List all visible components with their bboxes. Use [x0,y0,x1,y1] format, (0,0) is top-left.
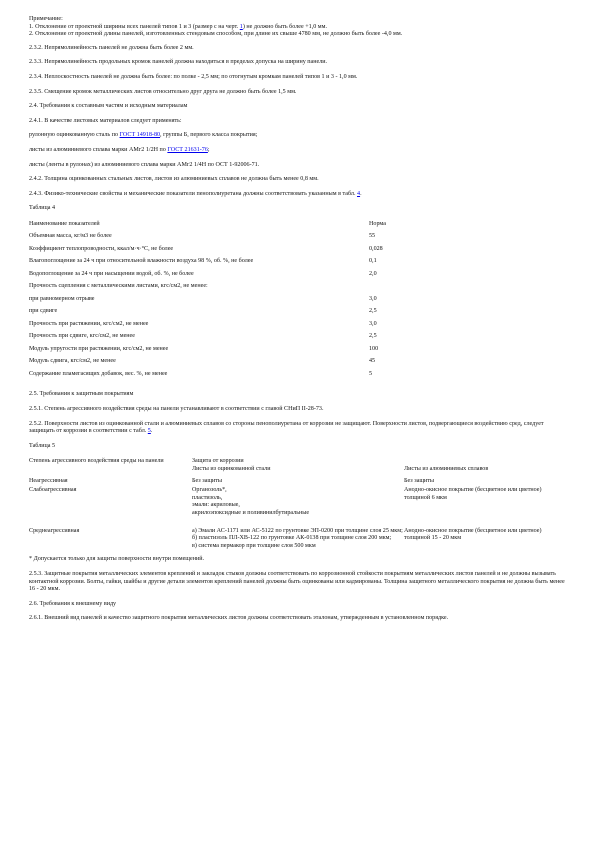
table-cell: Без защиты [192,477,223,484]
figure-1-link[interactable]: 1 [239,23,243,30]
table-cell: Коэффициент теплопроводности, ккал/м·ч·°С, не более [29,245,174,252]
note-block [29,16,567,39]
clause-2-3-2: 2.3.2. Непрямолинейность панелей не должна быть более 2 мм. [29,44,194,51]
section-heading-2-5: 2.5. Требования к защитным покрытиям [29,391,134,398]
table-cell: 3,0 [369,295,377,302]
table-row [29,321,389,334]
clause-2-5-2-text: 2.5.2. Поверхности листов из оцинкованной стали и алюминиевых сплавов со стороны пенополиуретана от коррозии не защищают. Поверхности листов, подвергающиеся воздействию сред, следует защищать от коррозии в соответствии с табл. [29,420,544,435]
table-row [29,358,389,371]
note-title: Примечание: [29,16,63,22]
table-row [29,271,389,284]
clause-2-5-2 [29,421,567,436]
section-heading-2-6: 2.6. Требования к внешнему виду [29,600,117,607]
material-aluminium-roll: листы (ленты в рулонах) из алюминиевого сплава марки АМг2 1/4Н по ОСТ 1-92006-71. [29,161,260,168]
material-aluminium-tail: ; [207,146,210,153]
clause-2-3-5: 2.3.5. Смещение кромок металлических листов относительно друг друга не должно быть более 1,5 мм. [29,88,297,95]
table-row [29,258,389,271]
table-cell: Модуль упругости при растяжении, кгс/см2, не менее [29,345,169,352]
table-cell: Содержание пламегасящих добавок, вес. %, не менее [29,370,168,377]
table-cell: 0,1 [369,258,377,265]
clause-2-5-2-tail: . [150,428,153,435]
table-cell: 55 [369,233,376,240]
table-row [29,518,569,551]
table-cell: Слабоагрессивная [29,487,77,494]
material-steel-tail: , группы Б, первого класса покрытия; [160,132,258,139]
table-row [29,296,389,309]
table-cell: 2,5 [369,333,377,340]
table-row [29,371,389,384]
table-cell: Анодно-окисное покрытие (бесцветное или цветное) толщиной 15 - 20 мкм [404,527,542,542]
clause-2-4-3-tail: . [360,190,362,197]
table-row [29,346,389,359]
gost-21631-link[interactable]: ГОСТ 21631-76 [167,146,208,153]
table-cell: Модуль сдвига, кгс/см2, не менее [29,358,116,365]
clause-2-5-3: 2.5.3. Защитные покрытия металлических элементов креплений и закладок стыков должны соответствовать по коррозионной стойкости покрытиям металлических листов панелей и не должны вызывать контактной коррозии. Болты, гайки, шайбы и другие детали элементов креплений панелей должны быть оцинкованы или кадмированы. Толщина защитного металлического покрытия не должна быть менее 16 - 20 мкм. [29,570,565,593]
table-header-cell: Степень агрессивного воздействия среды на панели [29,458,164,465]
table-cell: при равномерном отрыве [29,295,95,302]
table-row [29,308,389,321]
table-header-cell: Защита от коррозии [192,458,244,465]
clause-2-4-3 [29,191,567,199]
table-cell: Водопоглощение за 24 ч при насыщении водой, об. %, не более [29,270,194,277]
table-cell: 5 [369,370,373,377]
cell-line: б) пластизоль ПЛ-ХВ-122 по грунтовке АК-0138 при толщине слоя 200 мкм; [192,535,392,542]
cell-line: эмали: акриловые, [192,502,240,509]
clause-2-6-1: 2.6.1. Внешний вид панелей и качество защитного покрытия металлических листов должны соответствовать эталонам, утвержденным в установленном порядке. [29,615,449,622]
table-4-caption: Таблица 4 [29,205,56,212]
table-row [29,283,389,296]
cell-line: Органозоль*, [192,487,227,494]
clause-2-3-3: 2.3.3. Непрямолинейность продольных кромок панелей должна находиться в пределах допуска на ширину панели. [29,59,328,66]
table-row [29,246,389,259]
clause-2-4-1: 2.4.1. В качестве листовых материалов следует применять: [29,117,182,124]
table-cell: 0,028 [369,245,383,252]
table-4-link[interactable]: 4 [357,190,361,197]
table-header-row [29,458,569,466]
table-header-row [29,221,389,234]
cell-line: пластизоль, [192,494,223,501]
table-cell: 45 [369,358,376,365]
table-cell: Неагрессивная [29,477,68,484]
clause-2-3-4: 2.3.4. Неплоскостность панелей не должна быть более: по полке - 2,5 мм; по отогнутым кромкам панелей типов 1 и 3 - 1,0 мм. [29,73,358,80]
table-4 [29,221,389,384]
gost-14918-link[interactable]: ГОСТ 14918-80 [119,132,161,139]
table-cell: Без защиты [404,477,435,484]
table-cell: Прочность сцепления с металлическими листами, кгс/см2, не менее: [29,283,208,290]
table-header-cell: Листы из оцинкованной стали [192,465,271,472]
table-cell: 2,5 [369,308,377,315]
table-cell: Среднеагрессивная [29,527,80,534]
table-header-cell: Норма [369,220,386,227]
section-heading-2-4: 2.4. Требования к составным частям и исходным материалам [29,103,188,110]
table-cell: Прочность при сдвиге, кгс/см2, не менее [29,333,135,340]
table-row [29,333,389,346]
note-line-2: 2. Отклонение от проектной длины панелей, изготовленных стендовым способом, при длине их свыше 4780 мм, не должно быть более -4,0 мм. [29,31,403,38]
cell-line: а) Эмали АС-1171 или АС-5122 по грунтовке ЭП-0200 при толщине слоя 25 мкм; [192,527,403,534]
table-header-cell: Наименование показателей [29,220,100,227]
table-cell: Анодно-окисное покрытие (бесцветное или цветное) толщиной 6 мкм [404,487,542,501]
table-row [29,474,569,486]
material-aluminium-text: листы из алюминиевого сплава марки АМг2 1/2Н по [29,146,168,153]
table-5 [29,458,569,550]
note-line-1-tail: ) не должно быть более +1,0 мм. [242,23,328,30]
note-line-1-text: 1. Отклонение от проектной ширины всех панелей типов 1 и 3 (размер с на черт. [29,23,240,30]
table-cell [192,485,404,517]
cell-line: в) система пермакор при толщине слоя 500 мкм [192,542,316,549]
material-steel-text: рулонную оцинкованную сталь по [29,132,120,139]
clause-2-5-1: 2.5.1. Степень агрессивного воздействия среды на панели устанавливают в соответствии с главой СНиП II-28-73. [29,406,324,412]
table-header-cell: Листы из алюминиевых сплавов [404,465,489,472]
clause-2-4-3-text: 2.4.3. Физико-технические свойства и механические показатели пенополиуретана должны соответствовать указанным в табл. [29,190,358,197]
table-cell [192,518,404,551]
cell-line: акрилоэпоксидные и поливинилбутиральные [192,509,310,516]
table-5-link[interactable]: 5 [147,428,151,435]
table-cell: Влагопоглощение за 24 ч при относительной влажности воздуха 98 %, об. %, не более [29,258,254,265]
table-row [29,485,569,517]
table-cell: 100 [369,345,379,352]
table-cell: Объемная масса, кг/м3 не более [29,233,112,240]
table-cell [369,283,389,296]
table-cell: 2,0 [369,270,377,277]
table-5-caption: Таблица 5 [29,442,56,449]
table-row [29,233,389,246]
table-cell: Прочность при растяжении, кгс/см2, не менее [29,320,149,327]
table-cell: при сдвиге [29,308,58,315]
table-cell: 3,0 [369,320,377,327]
clause-2-4-2: 2.4.2. Толщина оцинкованных стальных листов, листов из алюминиевых сплавов не должна быть менее 0,8 мм. [29,176,319,183]
table-5-footnote: * Допускается только для защиты поверхности внутри помещений. [29,556,205,563]
material-aluminium-sheet [29,147,567,155]
material-steel [29,132,567,140]
